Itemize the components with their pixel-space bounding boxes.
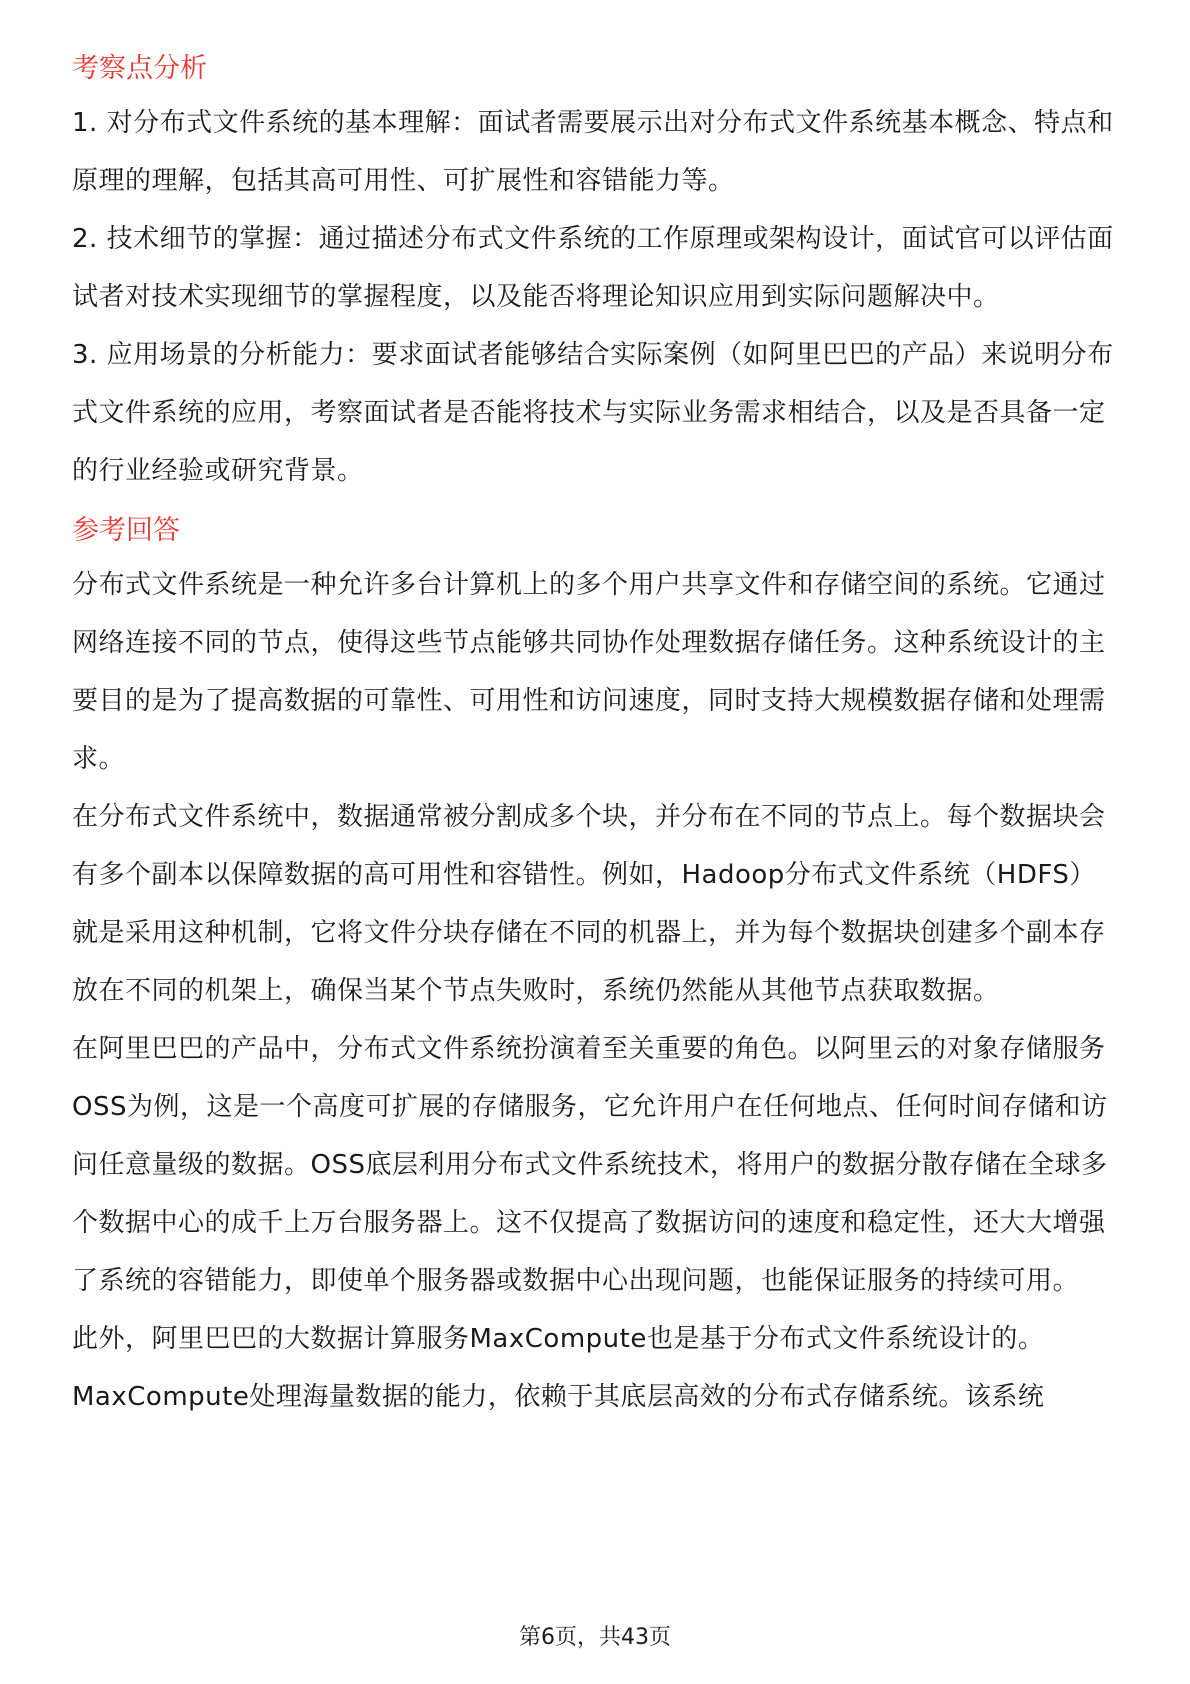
answer-paragraph-4: 此外，阿里巴巴的大数据计算服务MaxCompute也是基于分布式文件系统设计的。MaxCompute处理海量数据的能力，依赖于其底层高效的分布式存储系统。该系统 [72,1324,1045,1412]
answer-paragraph-3: 在阿里巴巴的产品中，分布式文件系统扮演着至关重要的角色。以阿里云的对象存储服务OSS为例，这是一个高度可扩展的存储服务，它允许用户在任何地点、任何时间存储和访问任意量级的数据。OSS底层利用分布式文件系统技术，将用户的数据分散存储在全球多个数据中心的成千上万台服务器上。这不仅提高了数据访问的速度和稳定性，还大大增强了系统的容错能力，即使单个服务器或数据中心出现问题，也能保证服务的持续可用。 [72,1034,1108,1296]
analysis-point-2: 2. 技术细节的掌握：通过描述分布式文件系统的工作原理或架构设计，面试官可以评估面试者对技术实现细节的掌握程度，以及能否将理论知识应用到实际问题解决中。 [72,224,1114,312]
section-title-analysis: 考察点分析 [72,53,207,84]
answer-paragraph-2: 在分布式文件系统中，数据通常被分割成多个块，并分布在不同的节点上。每个数据块会有多个副本以保障数据的高可用性和容错性。例如，Hadoop分布式文件系统（HDFS）就是采用这种机制，它将文件分块存储在不同的机器上，并为每个数据块创建多个副本存放在不同的机架上，确保当某个节点失败时，系统仍然能从其他节点获取数据。 [72,802,1106,1006]
page-number-footer: 第6页，共43页 [519,1625,671,1650]
section-title-answer: 参考回答 [72,515,180,546]
answer-paragraph-1: 分布式文件系统是一种允许多台计算机上的多个用户共享文件和存储空间的系统。它通过网络连接不同的节点，使得这些节点能够共同协作处理数据存储任务。这种系统设计的主要目的是为了提高数据的可靠性、可用性和访问速度，同时支持大规模数据存储和处理需求。 [72,570,1106,774]
document-page [72,44,1122,1426]
analysis-point-1: 1. 对分布式文件系统的基本理解：面试者需要展示出对分布式文件系统基本概念、特点和原理的理解，包括其高可用性、可扩展性和容错能力等。 [72,108,1114,196]
analysis-point-3: 3. 应用场景的分析能力：要求面试者能够结合实际案例（如阿里巴巴的产品）来说明分布式文件系统的应用，考察面试者是否能将技术与实际业务需求相结合，以及是否具备一定的行业经验或研究背景。 [72,340,1114,486]
